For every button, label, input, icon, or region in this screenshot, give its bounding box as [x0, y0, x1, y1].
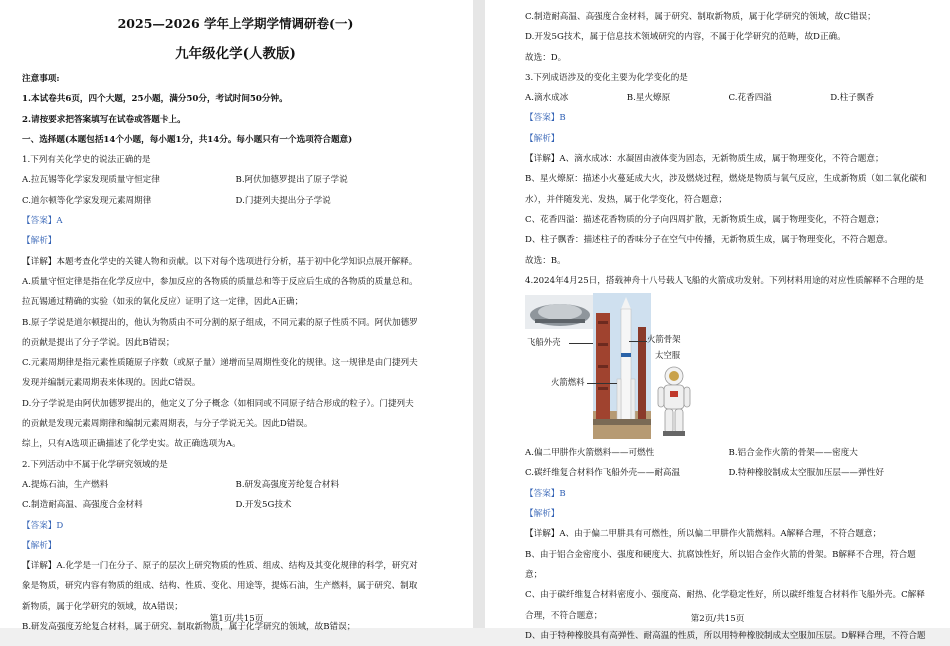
option-c: C.碳纤维复合材料作飞船外壳——耐高温 [525, 468, 681, 479]
exam-subtitle: 九年级化学(人教版) [175, 46, 296, 62]
analysis-tag: 【解析】 [22, 236, 57, 247]
detail-line: 【详解】A.化学是一门在分子、原子的层次上研究物质的性质、组成、结构及其变化规律的科学，研究对 [22, 561, 418, 572]
option-c: C.花香四溢 [728, 93, 772, 104]
answer-tag: 【答案】B [525, 113, 566, 124]
detail-line: B、由于铝合金密度小、强度和硬度大、抗腐蚀性好，所以铝合金作火箭的骨架。B解释不合理，符合题意； [525, 549, 916, 580]
detail-line: B.原子学说是道尔顿提出的，他认为物质由不可分割的原子组成，不同元素的原子性质不同。阿伏加德罗 [22, 317, 418, 328]
section-heading: 一、选择题(本题包括14个小题，每小题1分，共14分。每小题只有一个选项符合题意) [22, 134, 353, 145]
label-space-suit: 太空服 [655, 350, 681, 361]
page-2 [485, 0, 950, 641]
leader-line [629, 341, 647, 342]
spacecraft-shell-image [525, 295, 595, 329]
detail-line: 【详解】A、由于偏二甲肼具有可燃性，所以偏二甲肼作火箭燃料。A解释合理，不符合题意； [525, 529, 882, 540]
notice-1: 1.本试卷共6页，四个大题，25小题，满分50分，考试时间50分钟。 [22, 94, 288, 105]
question-2-options-row [22, 475, 449, 495]
question-1-options-row [22, 170, 449, 190]
detail-line: 的贡献是提出了分子学说。因此B错误； [22, 337, 175, 348]
analysis-tag: 【解析】 [525, 509, 560, 520]
detail-line: C.元素周期律是指元素性质随原子序数（或原子量）递增而呈周期性变化的规律。这一规律是由门捷列夫 [22, 358, 418, 369]
question-4-stem: 4.2024年4月25日，搭载神舟十八号载人飞船的火箭成功发射。下列材料用途的对应性质解释不合理的是 [525, 275, 924, 286]
detail-line: D、由于特种橡胶具有高弹性、耐高温的性质，所以用特种橡胶制成太空服加压层。D解释合理，不符合题 [525, 630, 926, 641]
label-spacecraft-shell: 飞船外壳 [527, 337, 561, 348]
detail-line: D.开发5G技术，属于信息技术领域研究的内容，不属于化学研究的范畴，故D正确。 [525, 32, 846, 43]
analysis-tag: 【解析】 [525, 133, 560, 144]
detail-line: 故选：B。 [525, 255, 566, 266]
detail-line: 新物质，属于化学研究的领域，故A错误； [22, 601, 183, 612]
option-c: C.道尔顿等化学家发现元素周期律 [22, 195, 152, 206]
option-a: A.滴水成冰 [525, 93, 569, 104]
question-4-options-row [525, 463, 932, 483]
question-1-stem: 1.下列有关化学史的说法正确的是 [22, 155, 151, 166]
notice-2: 2.请按要求把答案填写在试卷或答题卡上。 [22, 114, 186, 125]
page-1 [0, 0, 473, 633]
question-2-options-row [22, 495, 449, 515]
question-2-stem: 2.下列活动中不属于化学研究领域的是 [22, 459, 168, 470]
exam-title: 2025—2026 学年上学期学情调研卷(一) [117, 16, 354, 31]
detail-line: 水），并伴随发光、发热，属于化学变化，符合题意； [525, 194, 727, 205]
detail-line: A.质量守恒定律是指在化学反应中，参加反应的各物质的质量总和等于反应后生成的各物质的质量总和。 [22, 276, 418, 287]
option-d: D.柱子飘香 [830, 93, 874, 104]
option-d: D.特种橡胶制成太空服加压层——弹性好 [728, 468, 884, 479]
question-1-options-row [22, 191, 449, 211]
option-a: A.拉瓦锡等化学家发现质量守恒定律 [22, 175, 160, 186]
detail-line: 合理，不符合题意； [525, 610, 603, 621]
answer-tag: 【答案】A [22, 216, 63, 227]
detail-line: 的贡献是发现元素周期律和编制元素周期表，与分子学说无关。因此D错误。 [22, 419, 313, 430]
option-b: B.铝合金作火箭的骨架——密度大 [728, 448, 858, 459]
rocket-launch-photo [593, 293, 651, 439]
rocket-figure [525, 293, 932, 439]
analysis-tag: 【解析】 [22, 540, 57, 551]
label-rocket-frame: 火箭骨架 [647, 334, 681, 345]
option-d: D.门捷列夫提出分子学说 [235, 195, 331, 206]
detail-line: 象是物质，研究内容有物质的组成、结构、性质、变化、用途等，提炼石油，生产燃料，属于研究、制取 [22, 581, 418, 592]
option-b: B.研发高强度芳纶复合材料 [235, 479, 340, 490]
detail-line: 【详解】A、滴水成冰：水凝固由液体变为固态，无新物质生成，属于物理变化，不符合题意； [525, 154, 884, 165]
detail-line: D.分子学说是由阿伏加德罗提出的，他定义了分子概念（如相同或不同原子结合形成的粒子）。门捷列夫 [22, 398, 414, 409]
notice-heading: 注意事项: [22, 74, 60, 84]
question-4-options-row [525, 443, 932, 463]
detail-line: 【详解】本题考查化学史的关键人物和贡献。以下对每个选项进行分析，基于初中化学知识点展开解释。 [22, 256, 418, 267]
answer-tag: 【答案】D [22, 520, 64, 531]
detail-line: 综上，只有A选项正确描述了化学史实。故正确选项为A。 [22, 439, 241, 450]
option-a: A.偏二甲肼作火箭燃料——可燃性 [525, 448, 655, 459]
detail-line: C、由于碳纤维复合材料密度小、强度高、耐热、化学稳定性好，所以碳纤维复合材料作飞船外壳。C解释 [525, 590, 925, 601]
detail-line: D、柱子飘香：描述柱子的香味分子在空气中传播，无新物质生成，属于物理变化，不符合题意。 [525, 235, 893, 246]
leader-line [587, 383, 617, 384]
leader-line [569, 343, 593, 344]
question-3-options-row [525, 88, 932, 108]
space-suit-image [655, 365, 693, 437]
page-number: 第1页/共15页 [209, 614, 264, 624]
question-3-stem: 3.下列成语涉及的变化主要为化学变化的是 [525, 72, 688, 83]
detail-line: C、花香四溢：描述花香物质的分子向四周扩散，无新物质生成，属于物理变化，不符合题意； [525, 214, 884, 225]
detail-line: B.研发高强度芳纶复合材料，属于研究、制取新物质，属于化学研究的领域，故B错误； [22, 622, 356, 633]
detail-line: 拉瓦锡通过精确的实验（如汞的氧化反应）证明了这一定律，因此A正确； [22, 297, 304, 308]
detail-line: 故选：D。 [525, 52, 567, 63]
option-d: D.开发5G技术 [235, 500, 292, 511]
page-number: 第2页/共15页 [690, 614, 745, 624]
option-b: B.星火燎原 [626, 93, 671, 104]
option-b: B.阿伏加德罗提出了原子学说 [235, 175, 348, 186]
page-gutter [473, 0, 485, 628]
detail-line: B、星火燎原：描述小火蔓延成大火，涉及燃烧过程，燃烧是物质与氧气反应，生成新物质（如二氧化碳和 [525, 174, 927, 185]
option-c: C.制造耐高温、高强度合金材料 [22, 500, 143, 511]
detail-line: C.制造耐高温、高强度合金材料，属于研究、制取新物质，属于化学研究的领域，故C错误； [525, 12, 876, 22]
label-rocket-fuel: 火箭燃料 [551, 377, 585, 388]
detail-line: 发现并编制元素周期表来体现的。因此C错误。 [22, 378, 201, 389]
option-a: A.提炼石油，生产燃料 [22, 479, 109, 490]
answer-tag: 【答案】B [525, 488, 566, 499]
